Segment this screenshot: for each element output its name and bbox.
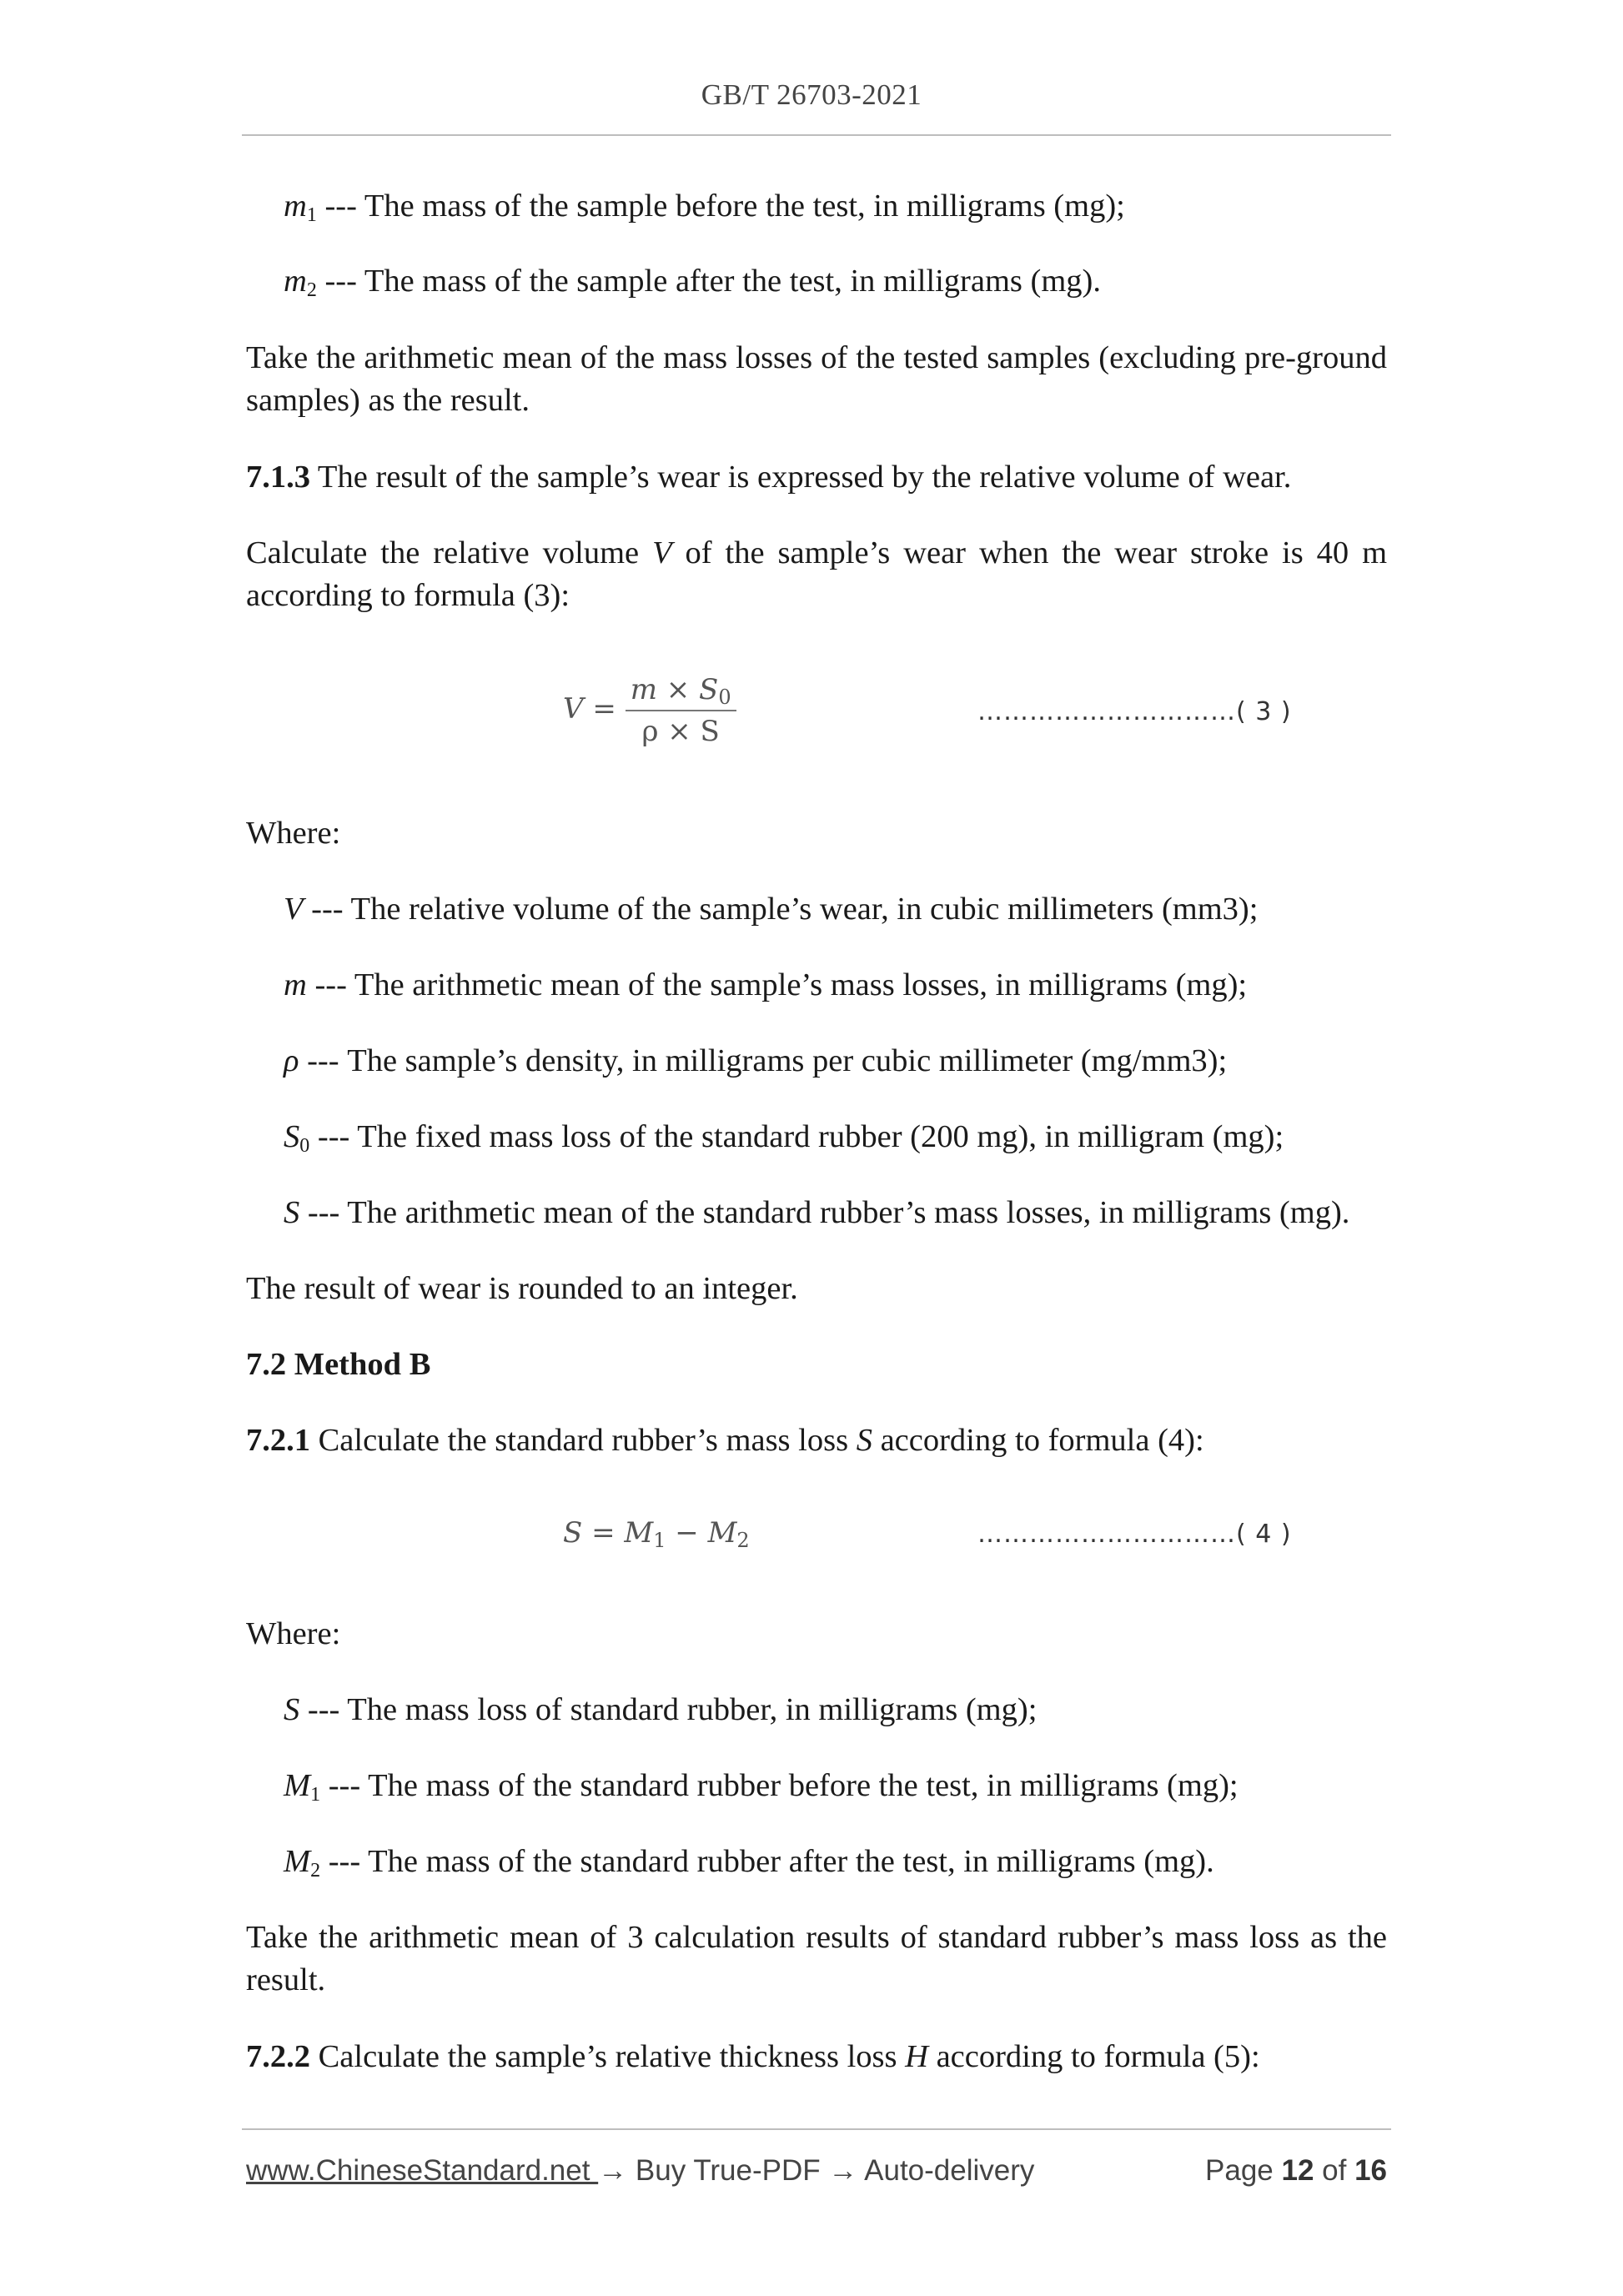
leader-dots: …………………………: [977, 1520, 1236, 1549]
definition-s-std: [284, 1689, 1387, 1731]
definition-rho: [284, 1040, 1387, 1083]
mean-paragraph: Take the arithmetic mean of the mass losses of the tested samples (excluding pre-ground samples) as the result.: [246, 340, 1387, 418]
page-number: 12: [1281, 2154, 1314, 2187]
symbol: S: [284, 1195, 300, 1230]
subscript: 1: [310, 1784, 321, 1806]
definition-text: --- The mass of the sample after the test, in milligrams (mg).: [316, 264, 1101, 299]
symbol: S: [856, 1423, 872, 1458]
definition-m2: [284, 260, 1387, 303]
clause-number: 7.2.1: [246, 1423, 310, 1458]
subscript: 2: [306, 279, 317, 301]
formula-lhs: V: [563, 692, 584, 726]
section-heading-7-2: 7.2 Method B: [246, 1347, 431, 1382]
clause-text: according to formula (4):: [872, 1423, 1204, 1458]
of-word: of: [1314, 2154, 1355, 2187]
definition-v: [284, 888, 1387, 931]
subscript: 2: [736, 1529, 750, 1552]
formula-4: [563, 1516, 750, 1550]
calc-v-paragraph: [246, 532, 1387, 617]
numerator-text: m × S: [630, 673, 719, 706]
formula-3: [563, 670, 736, 751]
definition-text: --- The fixed mass loss of the standard rubber (200 mg), in milligram (mg);: [309, 1119, 1284, 1154]
site-link[interactable]: www.ChineseStandard.net: [246, 2154, 599, 2187]
definition-s0: [284, 1116, 1387, 1158]
clause-7-1-3: [246, 456, 1387, 499]
definition-m1: [284, 185, 1387, 228]
clause-text: Calculate the standard rubber’s mass loss: [310, 1423, 857, 1458]
formula-expression: S = M: [563, 1516, 654, 1550]
where-label: Where:: [246, 816, 341, 851]
definition-text: --- The mass of the standard rubber before the test, in milligrams (mg);: [320, 1768, 1239, 1803]
formula-expression: − M: [666, 1516, 737, 1550]
symbol: H: [905, 2039, 928, 2074]
footer-divider: [242, 2128, 1391, 2130]
symbol: V: [284, 892, 304, 927]
subscript: 1: [653, 1529, 666, 1552]
symbol: S: [284, 1692, 300, 1727]
text: of the sample’s wear when the wear stroke is 40 m according to formula (3):: [246, 535, 1388, 613]
symbol: m: [284, 188, 307, 224]
document-header: GB/T 26703-2021: [701, 78, 922, 111]
rounding-note: The result of wear is rounded to an integer.: [246, 1271, 798, 1306]
numerator: [626, 670, 736, 711]
subscript: 0: [299, 1135, 310, 1157]
definition-text: --- The mass of the standard rubber after the test, in milligrams (mg).: [320, 1844, 1214, 1879]
definition-s: [284, 1192, 1387, 1234]
clause-text: The result of the sample’s wear is expressed by the relative volume of wear.: [310, 460, 1292, 495]
leader-dots: …………………………: [977, 697, 1236, 726]
clause-7-2-2: [246, 2036, 1387, 2078]
definition-text: --- The arithmetic mean of the sample’s mass losses, in milligrams (mg);: [306, 967, 1248, 1002]
where-label: Where:: [246, 1616, 341, 1651]
denominator: ρ × S: [641, 715, 720, 748]
formula-number: ( 3 ): [1236, 697, 1292, 726]
definition-text: --- The sample’s density, in milligrams per cubic millimeter (mg/mm3);: [299, 1043, 1228, 1078]
clause-7-2-1: [246, 1419, 1387, 1462]
definition-text: --- The mass of the sample before the test, in milligrams (mg);: [316, 188, 1125, 224]
symbol: V: [652, 535, 672, 570]
text: Calculate the relative volume: [246, 535, 653, 570]
equals-sign: =: [592, 692, 616, 726]
clause-number: 7.1.3: [246, 460, 310, 495]
symbol: M: [284, 1768, 311, 1803]
subscript: 2: [310, 1860, 321, 1882]
definition-M2: [284, 1841, 1387, 1883]
symbol: m: [284, 264, 307, 299]
formula-4-leader: [977, 1520, 1292, 1549]
page-word: Page: [1205, 2154, 1282, 2187]
clause-text: Calculate the sample’s relative thickness loss: [310, 2039, 906, 2074]
definition-M1: [284, 1765, 1387, 1807]
symbol: S: [284, 1119, 300, 1154]
definition-m: [284, 964, 1387, 1007]
symbol: m: [284, 967, 307, 1002]
definition-text: --- The mass loss of standard rubber, in milligrams (mg);: [299, 1692, 1038, 1727]
subscript: 1: [306, 204, 317, 226]
numerator-subscript: 0: [718, 686, 731, 709]
symbol: M: [284, 1844, 311, 1879]
page-total: 16: [1354, 2154, 1387, 2187]
definition-text: --- The relative volume of the sample’s wear, in cubic millimeters (mm3);: [303, 892, 1259, 927]
footer-promo: [246, 2154, 1034, 2188]
mean-3-paragraph: Take the arithmetic mean of 3 calculation results of standard rubber’s mass loss as the result.: [246, 1920, 1387, 1997]
page-indicator: [1176, 2154, 1387, 2188]
formula-number: ( 4 ): [1236, 1520, 1292, 1549]
definition-text: --- The arithmetic mean of the standard rubber’s mass losses, in milligrams (mg).: [299, 1195, 1350, 1230]
clause-text: according to formula (5):: [927, 2039, 1260, 2074]
fraction: [626, 670, 736, 751]
header-divider: [242, 134, 1391, 136]
promo-text: → Buy True-PDF → Auto-delivery: [598, 2154, 1035, 2187]
clause-number: 7.2.2: [246, 2039, 310, 2074]
formula-3-leader: [977, 697, 1292, 726]
symbol: ρ: [284, 1043, 299, 1078]
